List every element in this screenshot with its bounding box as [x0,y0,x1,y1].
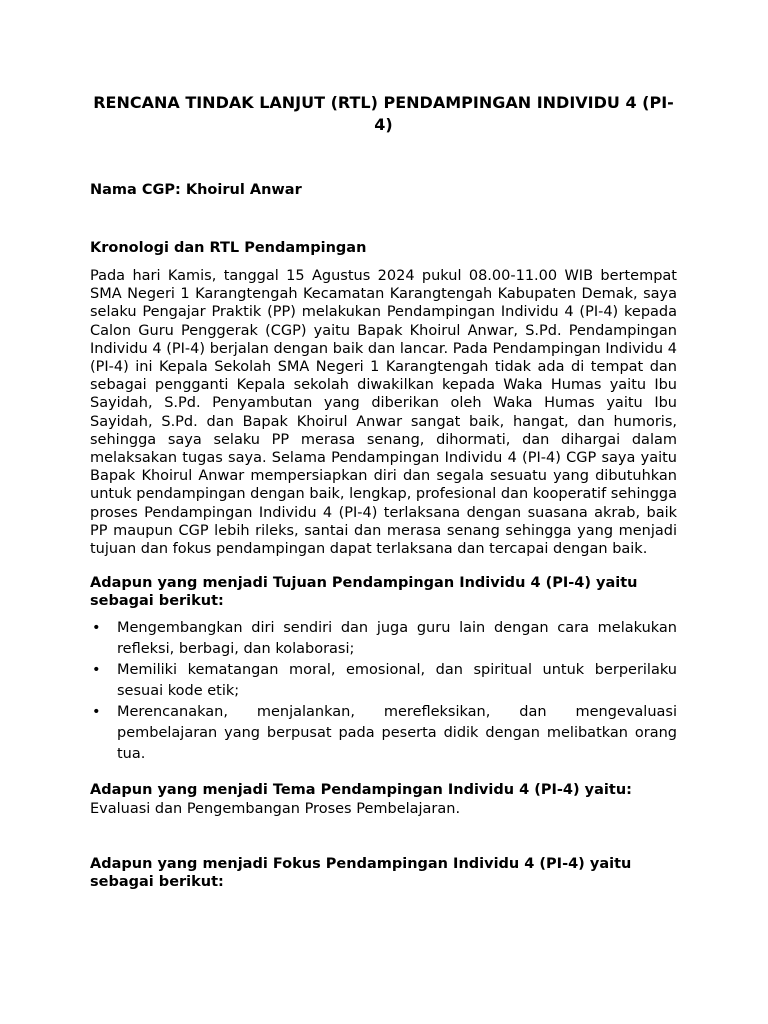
fokus-heading: Adapun yang menjadi Fokus Pendampingan Individu 4 (PI-4) yaitu sebagai berikut: [90,856,632,891]
list-item [90,618,677,660]
bullet-icon: • [92,704,101,721]
bullet-icon: • [92,620,101,637]
list-item-text: Mengembangkan diri sendiri dan juga guru lain dengan cara melakukan refleksi, berbagi, dan kolaborasi; [117,620,677,658]
list-item [90,660,677,702]
list-item-text: Memiliki kematangan moral, emosional, dan spiritual untuk berperilaku sesuai kode etik; [117,662,677,700]
list-item-text: Merencanakan, menjalankan, merefleksikan, dan mengevaluasi pembelajaran yang berpusat pada peserta didik dengan melibatkan orang tua. [117,704,677,763]
kronologi-heading: Kronologi dan RTL Pendampingan [90,240,367,256]
kronologi-paragraph: Pada hari Kamis, tanggal 15 Agustus 2024 pukul 08.00-11.00 WIB bertempat SMA Negeri 1 Karangtengah Kecamatan Karangtengah Kabupaten Demak, saya selaku Pengajar Praktik (PP) melakukan Pendampingan Individu 4 (PI-4) kepada Calon Guru Penggerak (CGP) yaitu Bapak Khoirul Anwar, S.Pd. Pendampingan Individu 4 (PI-4) berjalan dengan baik dan lancar. Pada Pendampingan Individu 4 (PI-4) ini Kepala Sekolah SMA Negeri 1 Karangtengah tidak ada di tempat dan sebagai pengganti Kepala sekolah diwakilkan kepada Waka Humas yaitu Ibu Sayidah, S.Pd. Penyambutan yang diberikan oleh Waka Humas yaitu Ibu Sayidah, S.Pd. dan Bapak Khoirul Anwar sangat baik, hangat, dan humoris, sehingga saya selaku PP merasa senang, dihormati, dan dihargai dalam melaksakan tugas saya. Selama Pendampingan Individu 4 (PI-4) CGP saya yaitu Bapak Khoirul Anwar mempersiapkan diri dan segala sesuatu yang dibutuhkan untuk pendampingan dengan baik, lengkap, profesional dan kooperatif sehingga proses Pendampingan Individu 4 (PI-4) terlaksana dengan suasana akrab, baik PP maupun CGP lebih rileks, santai dan merasa senang sehingga yang menjadi tujuan dan fokus pendampingan dapat terlaksana dan tercapai dengan baik. [90,268,677,558]
tujuan-heading: Adapun yang menjadi Tujuan Pendampingan Individu 4 (PI-4) yaitu sebagai berikut: [90,575,638,610]
tema-heading: Adapun yang menjadi Tema Pendampingan Individu 4 (PI-4) yaitu: [90,782,632,799]
list-item [90,702,677,765]
tema-text: Evaluasi dan Pengembangan Proses Pembelajaran. [90,801,461,818]
document-page [90,92,677,891]
tujuan-list [90,618,677,765]
bullet-icon: • [92,662,101,679]
nama-cgp: Nama CGP: Khoirul Anwar [90,182,302,198]
document-title: RENCANA TINDAK LANJUT (RTL) PENDAMPINGAN INDIVIDU 4 (PI-4) [93,93,674,134]
